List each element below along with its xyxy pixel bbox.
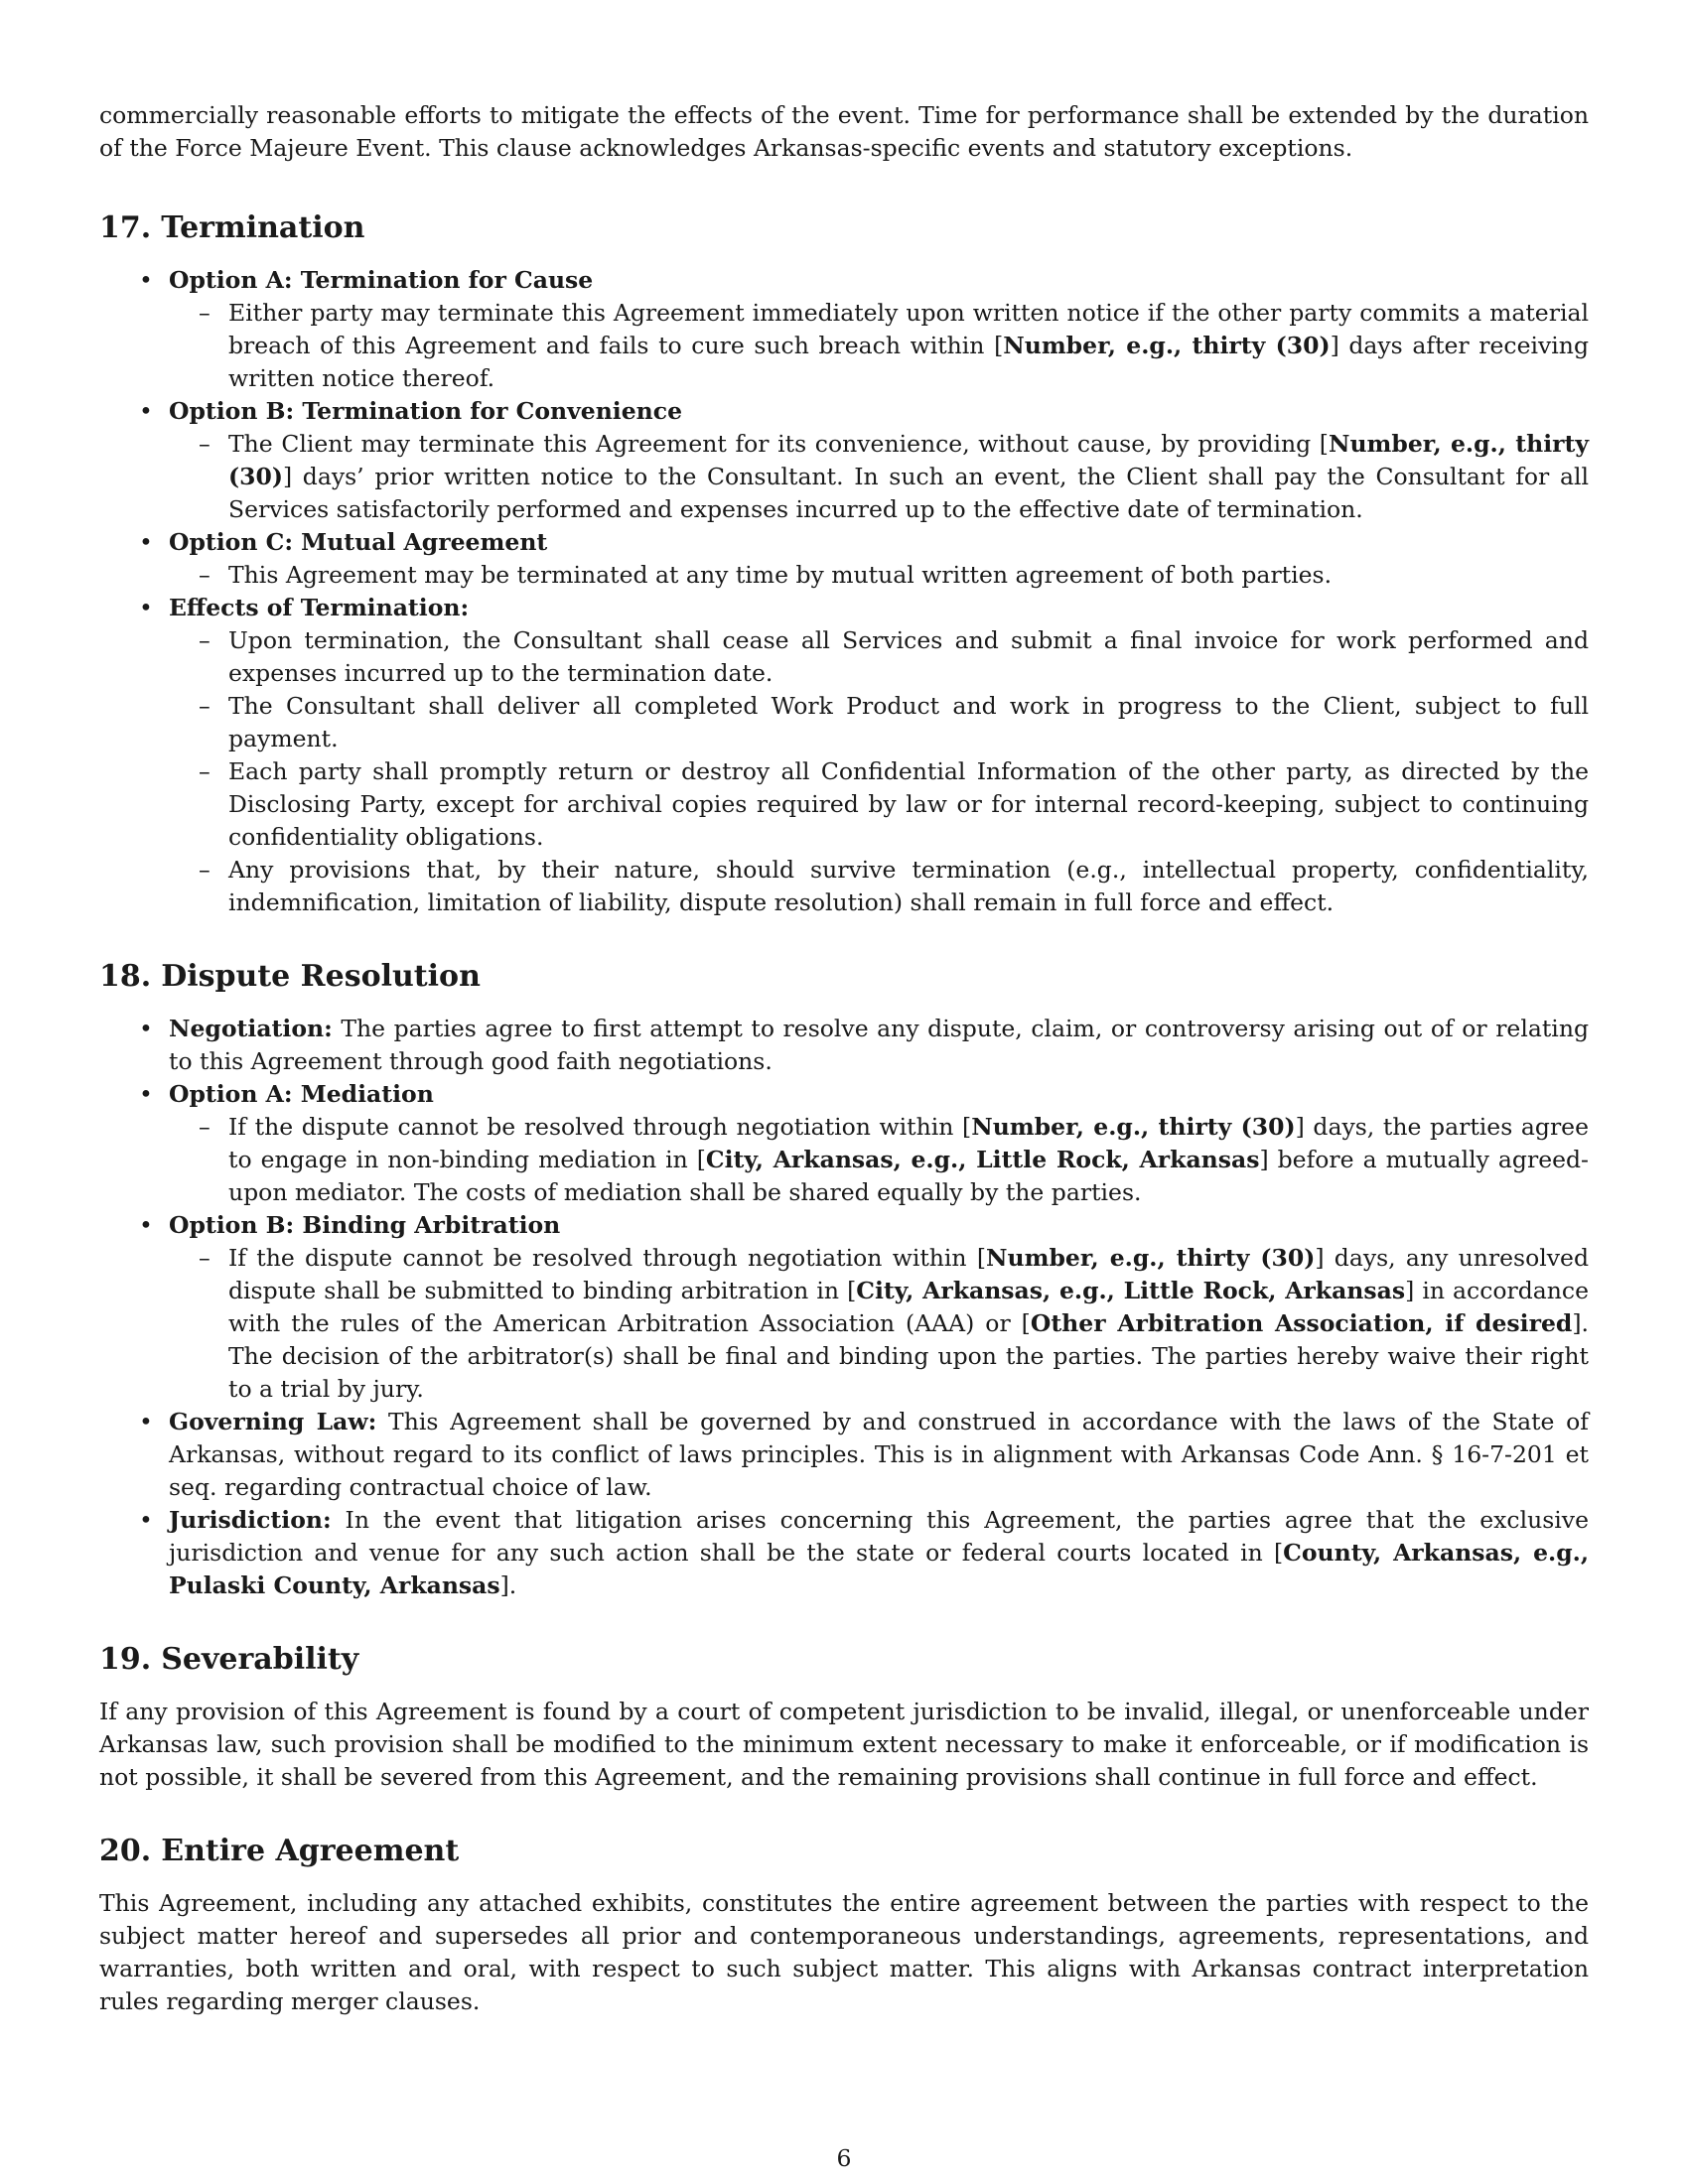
page-number: 6 [836,2144,852,2172]
bullet-icon: • [139,397,153,425]
section-20-number: 20. [99,1834,152,1868]
text-segment: ] days, any unresolved dispute shall be submitted to binding arbitration in [ [228,1244,1589,1304]
text-segment: Each party shall promptly return or destroy all Confidential Information of the other party, as directed by the Disclosing Party, except for archival copies required by law or for internal record-keeping, subject to continuing confidentiality obligations. [228,757,1589,851]
placeholder-field: City, Arkansas, e.g., Little Rock, Arkansas [856,1277,1406,1304]
governing-law-label: Governing Law: [169,1408,377,1435]
arbitration-option-label: Option B: Binding Arbitration [169,1211,561,1239]
dash-icon: – [199,692,211,720]
list-item [99,526,1589,592]
section-20-heading [99,1832,1589,1871]
mediation-option-label: Option A: Mediation [169,1080,434,1108]
text-segment: The Consultant shall deliver all completed Work Product and work in progress to the Client, subject to full payment. [228,692,1589,752]
section-19-heading [99,1640,1589,1680]
text-segment: ] days, the parties agree to engage in non-binding mediation in [ [228,1113,1589,1173]
termination-option-b-label: Option B: Termination for Convenience [169,397,683,425]
sub-list [169,1242,1589,1406]
sub-list-item [169,690,1589,755]
list-item [99,1504,1589,1602]
text-segment: In the event that litigation arises concerning this Agreement, the parties agree that the exclusive jurisdiction and venue for any such action shall be the state or federal courts located in [ [169,1506,1589,1567]
dispute-resolution-list [99,1013,1589,1602]
bullet-icon: • [139,528,153,556]
section-18-heading [99,957,1589,997]
list-item [99,1406,1589,1504]
bullet-icon: • [139,1015,153,1042]
list-item [99,395,1589,526]
entire-agreement-paragraph: This Agreement, including any attached exhibits, constitutes the entire agreement between the parties with respect to the subject matter hereof and supersedes all prior and contemporaneous understandings, agreements, representations, and warranties, both written and oral, with respect to such subject matter. This aligns with Arkansas contract interpretation rules regarding merger clauses. [99,1889,1589,2015]
sub-list-item [169,854,1589,919]
text-segment: ] days after receiving written notice thereof. [228,332,1589,392]
sub-list-item [169,297,1589,395]
section-18-title: Dispute Resolution [161,959,481,994]
placeholder-field: Number, e.g., thirty (30) [986,1244,1316,1272]
section-19-number: 19. [99,1642,152,1677]
text-segment: Upon termination, the Consultant shall cease all Services and submit a final invoice for work performed and expenses incurred up to the termination date. [228,626,1589,687]
sub-list-item [169,1111,1589,1209]
text-segment: This Agreement shall be governed by and construed in accordance with the laws of the State of Arkansas, without regard to its conflict of laws principles. This is in alignment with Arkansas Code Ann. § 16-7-201 et seq. regarding contractual choice of law. [169,1408,1589,1501]
sub-list-item [169,559,1589,592]
text-segment: ]. The decision of the arbitrator(s) shall be final and binding upon the parties. The parties hereby waive their right to a trial by jury. [228,1309,1589,1403]
dash-icon: – [199,1113,211,1141]
bullet-icon: • [139,1211,153,1239]
sub-list-item [169,1242,1589,1406]
bullet-icon: • [139,1408,153,1435]
bullet-icon: • [139,266,153,294]
text-segment: ] before a mutually agreed-upon mediator. The costs of mediation shall be shared equally by the parties. [228,1146,1589,1206]
negotiation-label: Negotiation: [169,1015,333,1042]
termination-option-c-label: Option C: Mutual Agreement [169,528,548,556]
effects-of-termination-label: Effects of Termination: [169,594,470,621]
section-18-number: 18. [99,959,152,994]
placeholder-field: County, Arkansas, e.g., Pulaski County, Arkansas [169,1539,1589,1599]
section-19-title: Severability [161,1642,359,1677]
text-segment: ] days’ prior written notice to the Consultant. In such an event, the Client shall pay the Consultant for all Services satisfactorily performed and expenses incurred up to the effective date of termination. [228,463,1589,523]
list-item [99,264,1589,395]
placeholder-field: City, Arkansas, e.g., Little Rock, Arkansas [705,1146,1260,1173]
sub-list [169,1111,1589,1209]
section-17-title: Termination [161,210,365,245]
sub-list [169,559,1589,592]
document-page [99,99,1589,2018]
list-item [99,1209,1589,1406]
bullet-icon: • [139,594,153,621]
section-20-title: Entire Agreement [161,1834,460,1868]
text-segment: Either party may terminate this Agreement immediately upon written notice if the other party commits a material breach of this Agreement and fails to cure such breach within [ [228,299,1589,359]
intro-paragraph: commercially reasonable efforts to mitigate the effects of the event. Time for performance shall be extended by the duration of the Force Majeure Event. This clause acknowledges Arkansas-specific events and statutory exceptions. [99,101,1589,162]
jurisdiction-label: Jurisdiction: [169,1506,332,1534]
sub-list [169,297,1589,395]
dash-icon: – [199,856,211,884]
text-segment: This Agreement may be terminated at any time by mutual written agreement of both parties. [228,561,1333,589]
placeholder-field: Other Arbitration Association, if desired [1030,1309,1573,1337]
text-segment: The Client may terminate this Agreement for its convenience, without cause, by providing [ [228,430,1329,458]
termination-option-a-label: Option A: Termination for Cause [169,266,594,294]
placeholder-field: Number, e.g., thirty (30) [971,1113,1296,1141]
text-segment: ] in accordance with the rules of the American Arbitration Association (AAA) or [ [228,1277,1590,1337]
termination-list [99,264,1589,919]
severability-paragraph: If any provision of this Agreement is found by a court of competent jurisdiction to be invalid, illegal, or unenforceable under Arkansas law, such provision shall be modified to the minimum extent necessary to make it enforceable, or if modification is not possible, it shall be severed from this Agreement, and the remaining provisions shall continue in full force and effect. [99,1698,1589,1791]
bullet-icon: • [139,1080,153,1108]
sub-list-item [169,428,1589,526]
text-segment: If the dispute cannot be resolved through negotiation within [ [228,1113,972,1141]
section-17-number: 17. [99,210,152,245]
dash-icon: – [199,299,211,327]
text-segment: If the dispute cannot be resolved through negotiation within [ [228,1244,987,1272]
bullet-icon: • [139,1506,153,1534]
dash-icon: – [199,757,211,785]
text-segment: The parties agree to first attempt to resolve any dispute, claim, or controversy arising out of or relating to this Agreement through good faith negotiations. [169,1015,1589,1075]
text-segment: Any provisions that, by their nature, should survive termination (e.g., intellectual property, confidentiality, indemnification, limitation of liability, dispute resolution) shall remain in full force and effect. [228,856,1589,916]
dash-icon: – [199,1244,211,1272]
dash-icon: – [199,561,211,589]
dash-icon: – [199,626,211,654]
text-segment: ]. [499,1571,517,1599]
sub-list-item [169,624,1589,690]
placeholder-field: Number, e.g., thirty (30) [1003,332,1331,359]
sub-list-item [169,755,1589,854]
list-item [99,592,1589,919]
sub-list [169,624,1589,919]
list-item [99,1013,1589,1078]
dash-icon: – [199,430,211,458]
sub-list [169,428,1589,526]
section-17-heading [99,208,1589,248]
placeholder-field: Number, e.g., thirty (30) [228,430,1590,490]
list-item [99,1078,1589,1209]
